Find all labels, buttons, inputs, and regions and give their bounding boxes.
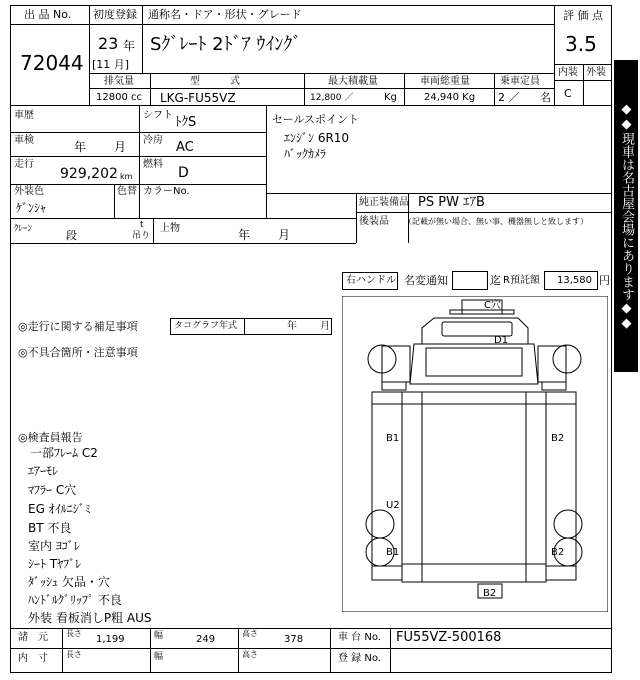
model-name-label: 通称名・ドア・形状・グレード	[148, 8, 302, 21]
divider	[356, 212, 612, 213]
max-load-unit: Kg	[384, 92, 397, 103]
divider	[150, 628, 151, 673]
sales-point-line1: ｴﾝｼﾞﾝ 6R10	[284, 131, 350, 145]
aftermarket-note: （記載が無い場合、無い事、機器無しと致します）	[404, 217, 588, 226]
divider	[150, 73, 151, 105]
diagram-label-b2-bottom: B2	[483, 588, 497, 599]
divider	[356, 193, 357, 243]
inspector-report-label: ◎検査員報告	[18, 431, 83, 444]
height-label-inner: 高さ	[242, 650, 258, 659]
recycle-unit: 円	[599, 274, 610, 287]
diagram-frame	[342, 296, 608, 612]
divider	[89, 73, 554, 74]
divider	[142, 5, 143, 73]
inspection-month: 月	[114, 140, 127, 154]
divider	[266, 105, 267, 218]
divider	[89, 88, 554, 89]
divider	[10, 628, 612, 629]
divider	[10, 132, 266, 133]
fuel: D	[178, 165, 189, 181]
diagram-label-b2-right: B2	[551, 433, 565, 444]
divider	[10, 243, 356, 244]
divider	[139, 105, 140, 218]
truck-damage-diagram	[342, 296, 608, 612]
ext-color-label: 外装色	[14, 186, 44, 197]
color-no-label: カラーNo.	[143, 186, 190, 197]
inspection-year: 年	[74, 140, 87, 154]
body-year: 年	[238, 228, 251, 242]
crane-lift: 吊り	[132, 231, 151, 241]
inspector-line: ｴｱｰﾓﾚ	[28, 464, 59, 478]
shift: ﾄｸS	[175, 115, 197, 130]
length: 1,199	[96, 634, 125, 645]
defect-notes-label: ◎不具合箇所・注意事項	[18, 346, 138, 359]
inspector-line: 外装 看板消しP粗 AUS	[28, 611, 152, 625]
divider	[10, 184, 266, 185]
capacity-label: 乗車定員	[500, 76, 540, 87]
history-label: 車歴	[14, 110, 34, 121]
height: 378	[284, 634, 304, 645]
divider	[153, 218, 154, 243]
interior-grade: C	[564, 87, 572, 100]
divider	[10, 648, 612, 649]
divider	[494, 73, 495, 105]
max-load: 12,800 ／	[310, 93, 354, 103]
genuine-equipment: PS PW ｴｱB	[418, 195, 485, 210]
left-step	[382, 382, 406, 390]
recycle-amount: 13,580	[557, 275, 592, 286]
tacho-month: 月	[320, 321, 330, 332]
divider	[554, 80, 612, 81]
rear-left-wheel-1	[366, 510, 394, 538]
divider	[266, 193, 612, 194]
diagram-label-d1: D1	[494, 335, 509, 346]
inspector-line: BT 不良	[28, 521, 72, 535]
reg-year-unit: 年	[123, 39, 136, 53]
mileage-label: 走行	[14, 159, 34, 170]
shift-label: シフト	[143, 110, 173, 121]
diagram-label-b2-right-low: B2	[551, 547, 565, 558]
sales-point-label: セールスポイント	[272, 113, 360, 126]
divider	[62, 628, 63, 673]
windshield	[426, 348, 522, 376]
ext-color: ｹﾞﾝｼｬ	[16, 201, 47, 215]
sales-point-line2: ﾊﾞｯｸｶﾒﾗ	[284, 147, 327, 161]
color-change-label: 色替	[117, 186, 137, 197]
model-code: LKG-FU55VZ	[160, 91, 236, 105]
capacity-unit: 名	[540, 91, 551, 104]
body-month: 月	[278, 228, 291, 242]
divider	[10, 156, 266, 157]
chassis-no: FU55VZ-500168	[396, 630, 502, 645]
tacho-label: タコグラフ年式	[174, 321, 238, 331]
mirror-bar	[450, 310, 514, 314]
diagram-label-top: C穴	[484, 300, 501, 311]
driving-notes-label: ◎走行に関する補足事項	[18, 320, 138, 333]
mileage-unit: km	[120, 172, 133, 181]
diagram-label-b1-left: B1	[386, 433, 400, 444]
width-label-inner: 幅	[154, 652, 164, 662]
name-change-label: 名変通知	[404, 274, 448, 287]
inner-dims-label: 内 寸	[18, 653, 48, 664]
right-handle: 右ハンドル	[346, 275, 396, 286]
reg-no-label: 登 録 No.	[338, 653, 381, 664]
genuine-equipment-label: 純正装備品	[359, 197, 409, 208]
inspection-label: 車検	[14, 135, 34, 146]
inspector-line: ﾀﾞｯｼｭ 欠品・穴	[28, 575, 110, 589]
max-load-label: 最大積載量	[328, 76, 378, 87]
divider	[554, 5, 555, 105]
roof-window	[442, 322, 512, 336]
rating-score: 3.5	[565, 32, 597, 56]
inspector-line: ｼｰﾄ Tﾔﾌﾞﾚ	[28, 557, 82, 571]
divider	[238, 628, 239, 673]
ac: AC	[176, 140, 194, 155]
cab-right-side	[538, 346, 566, 382]
divider	[10, 24, 554, 25]
gross-weight: 24,940 Kg	[424, 92, 476, 103]
divider	[583, 64, 584, 105]
reg-year: 23	[98, 34, 119, 53]
displacement: 12800 cc	[96, 92, 142, 103]
divider	[114, 184, 115, 218]
venue-notice-banner: ◆◆現車は名古屋会場にあります◆◆	[614, 60, 638, 372]
diagram-label-b1-left-low: B1	[386, 547, 400, 558]
mileage: 929,202	[60, 166, 118, 182]
rating-label: 評 価 点	[563, 9, 603, 22]
gross-weight-label: 車両総重量	[420, 76, 470, 87]
lot-no-label: 出 品 No.	[24, 8, 72, 21]
divider	[89, 5, 90, 105]
cab-front	[410, 344, 538, 384]
exterior-label: 外装	[586, 67, 606, 78]
lot-no: 72044	[20, 51, 84, 75]
divider	[10, 218, 356, 219]
rear-right-wheel-1	[554, 510, 582, 538]
recycle-label: R預託額	[503, 275, 540, 286]
first-reg-label: 初度登録	[93, 8, 137, 21]
divider	[404, 73, 405, 105]
capacity: 2 ／	[498, 91, 520, 104]
front-right-wheel	[553, 345, 581, 373]
inspector-line: ﾊﾝﾄﾞﾙｸﾞﾘｯﾌﾟ 不良	[28, 593, 122, 607]
tacho-year: 年	[287, 321, 297, 332]
name-change-box	[452, 271, 488, 290]
divider	[304, 73, 305, 105]
model-name: Sｸﾞﾚｰﾄ 2ﾄﾞｱ ｳｲﾝｸﾞ	[150, 34, 302, 55]
aftermarket-label: 後装品	[359, 216, 389, 227]
diagram-label-u2: U2	[386, 500, 400, 511]
crane-t: t	[140, 220, 144, 230]
crane-label: ｸﾚｰﾝ	[14, 224, 33, 234]
chassis-label: 車 台 No.	[338, 632, 381, 643]
inspector-line: ﾏﾌﾗｰ C穴	[28, 483, 77, 497]
interior-label: 内装	[558, 67, 578, 78]
width: 249	[196, 634, 216, 645]
body-label: 上物	[160, 223, 180, 234]
displacement-label: 排気量	[104, 76, 134, 87]
dims-label: 諸 元	[18, 632, 48, 643]
width-label: 幅	[154, 631, 164, 641]
inspector-line: EG ｵｲﾙﾆｼﾞﾐ	[28, 502, 91, 516]
cab-left-side	[382, 346, 410, 382]
fuel-label: 燃料	[143, 159, 163, 170]
inspector-line: 室内 ﾖｺﾞﾚ	[28, 539, 80, 553]
cargo-body	[402, 392, 546, 582]
right-step	[542, 382, 566, 390]
ac-label: 冷房	[143, 135, 163, 146]
divider	[244, 318, 245, 335]
divider	[330, 628, 331, 673]
divider	[10, 105, 612, 106]
crane-stage: 段	[66, 229, 77, 242]
length-label: 長さ	[66, 629, 82, 638]
height-label: 高さ	[242, 629, 258, 638]
length-label-inner: 長さ	[66, 650, 82, 659]
divider	[390, 628, 391, 673]
reg-month: [11 月]	[92, 58, 130, 71]
limit-label: 迄	[490, 274, 501, 287]
model-code-label: 型 式	[190, 76, 240, 87]
inspector-line: 一部ﾌﾚｰﾑ C2	[30, 446, 98, 460]
